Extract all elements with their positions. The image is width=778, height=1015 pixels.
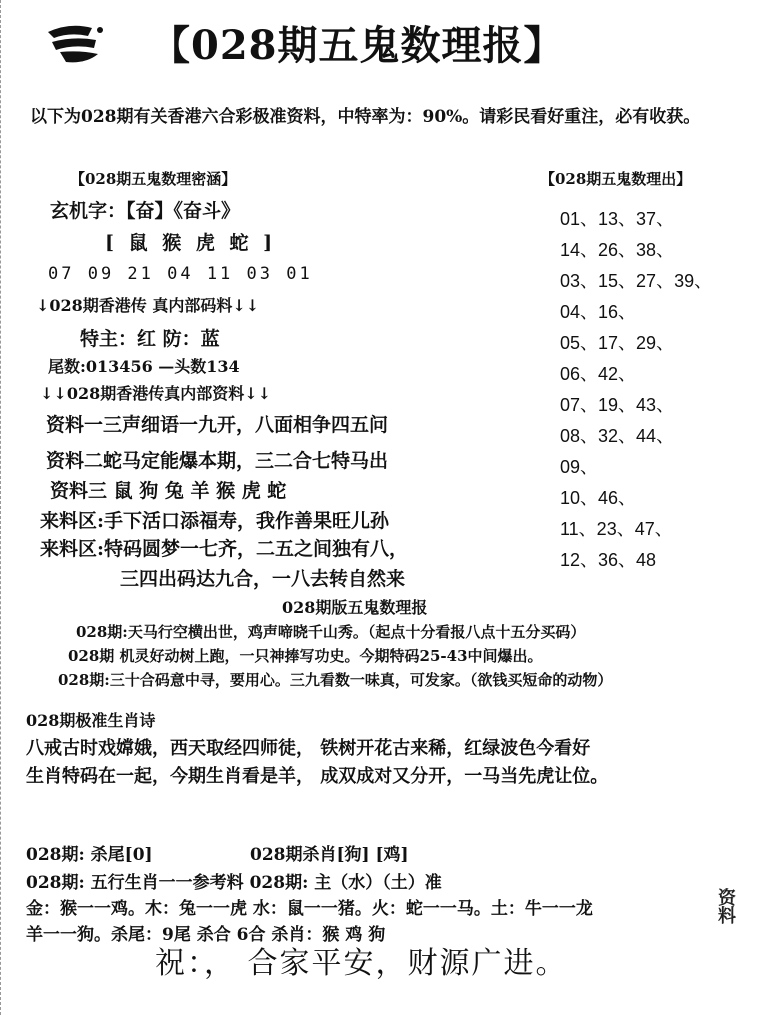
poem-line-1: 八戒古时戏嫦娥，西天取经四师徒， 铁树开花古来稀，红绿波色今看好 <box>26 738 591 759</box>
number-row: 07、19、43、 <box>560 395 675 415</box>
stamp-text: 资料 <box>715 888 736 924</box>
weishu-text: 尾数:013456 —头数134 <box>48 357 240 376</box>
number-row: 09、 <box>560 457 599 477</box>
logo-icon <box>40 18 110 68</box>
number-row: 12、36、48 <box>560 550 657 570</box>
poem-heading: 028期极准生肖诗 <box>26 711 156 730</box>
chuan-heading-1: ↓028期香港传 真内部码料↓↓ <box>36 296 260 315</box>
number-row: 06、42、 <box>560 364 637 384</box>
chuan-heading-2: ↓↓028期香港传真内部资料↓↓ <box>40 384 272 403</box>
number-row: 04、16、 <box>560 302 637 322</box>
number-row: 11、23、47、 <box>560 519 673 539</box>
ziliao-1: 资料一三声细语一九开，八面相争四五问 <box>46 414 389 436</box>
wuxing-line: 028期: 五行生肖一一参考料 028期: 主（水）（土）准 <box>26 873 442 893</box>
wuxing-detail: 金：猴一一鸡。木：兔一一虎 水：鼠一一猪。火：蛇一一马。土：牛一一龙 <box>26 899 593 919</box>
xuanji-text: 玄机字：【奋】《奋斗》 <box>50 200 241 222</box>
right-heading: 【028期五鬼数理出】 <box>540 170 692 188</box>
version-heading: 028期版五鬼数理报 <box>282 598 428 617</box>
intro-text: 以下为028期有关香港六合彩极准资料，中特率为：90%。请彩民看好重注，必有收获。 <box>30 107 701 127</box>
poem-line-2: 生肖特码在一起，今期生肖看是羊， 成双成对又分开，一马当先虎让位。 <box>26 766 609 787</box>
number-list <box>560 204 712 576</box>
ziliao-3: 资料三 鼠 狗 兔 羊 猴 虎 蛇 <box>50 480 287 502</box>
version-line-1: 028期:天马行空横出世，鸡声啼晓千山秀。（起点十分看报八点十五分买码） <box>76 623 586 641</box>
ziliao-2: 资料二蛇马定能爆本期，三二合七特马出 <box>46 450 389 472</box>
laiziliao-2: 来料区:特码圆梦一七齐，二五之间独有八， <box>40 538 409 560</box>
kill-summary: 羊一一狗。杀尾：9尾 杀合 6合 杀肖：猴 鸡 狗 <box>26 925 386 945</box>
page-edge <box>0 0 5 1015</box>
page-title: 【028期五鬼数理报】 <box>150 22 565 69</box>
kill-tail: 028期: 杀尾[0] <box>26 845 153 865</box>
number-row: 08、32、44、 <box>560 426 675 446</box>
lucky-numbers: 07 09 21 04 11 03 01 <box>48 264 313 284</box>
number-row: 10、46、 <box>560 488 637 508</box>
left-heading: 【028期五鬼数理密涵】 <box>70 170 237 188</box>
version-line-2: 028期 机灵好动树上跑，一只神捧写功史。今期特码25-43中间爆出。 <box>68 647 543 665</box>
blessing-text: 祝：， 合家平安，财源广进。 <box>155 946 568 981</box>
number-row: 14、26、38、 <box>560 240 675 260</box>
laiziliao-1: 来料区:手下活口添福寿，我作善果旺儿孙 <box>40 510 390 532</box>
number-row: 03、15、27、39、 <box>560 271 713 291</box>
version-line-3: 028期:三十合码意中寻，要用心。三九看数一味真，可发家。（欲钱买短命的动物） <box>58 671 613 689</box>
zodiac-list: [ 鼠 猴 虎 蛇 ] <box>105 232 277 254</box>
number-row: 05、17、29、 <box>560 333 675 353</box>
laiziliao-3: 三四出码达九合，一八去转自然来 <box>120 568 406 590</box>
tezhu-text: 特主：红 防：蓝 <box>80 328 220 350</box>
kill-zodiac: 028期杀肖[狗] [鸡] <box>250 845 409 865</box>
number-row: 01、13、37、 <box>560 209 675 229</box>
